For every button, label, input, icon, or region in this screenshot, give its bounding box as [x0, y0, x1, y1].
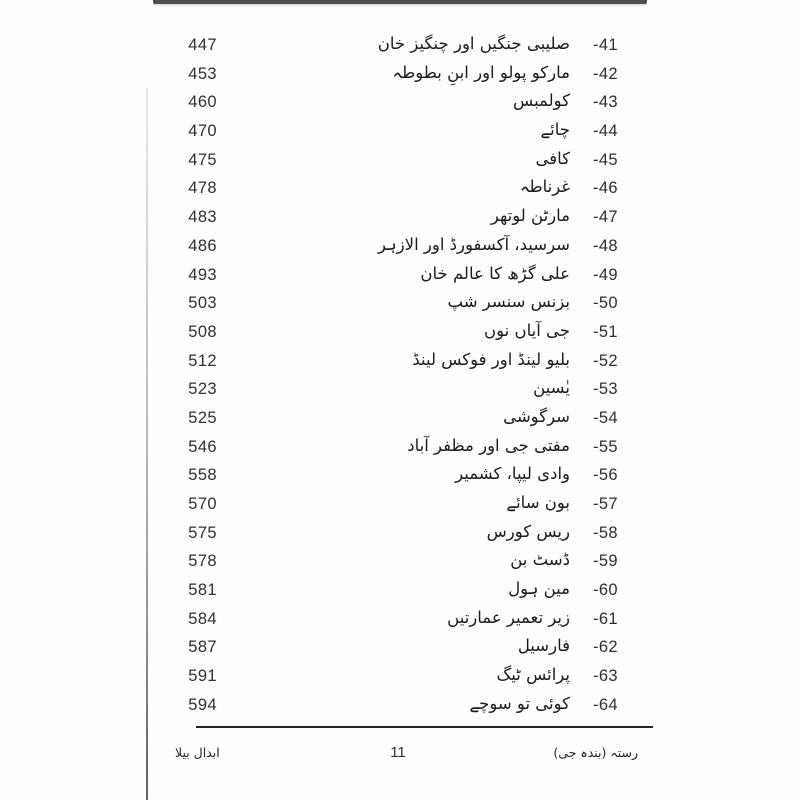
- toc-page-number: 570: [188, 495, 217, 513]
- toc-entry-serial: -43: [592, 93, 618, 112]
- toc-entry-row: [0, 349, 800, 378]
- toc-entry-row: [0, 90, 800, 119]
- footer-book-title: رستہ (بندہ جی): [553, 745, 638, 760]
- toc-entry-title: کافی: [535, 148, 570, 168]
- toc-entry-title: وادی لیپا، کشمیر: [455, 464, 570, 484]
- toc-page-number: 470: [188, 122, 217, 141]
- toc-entry-title: کوئی تو سوچے: [469, 693, 570, 713]
- toc-entry-title: بزنس سنسر شپ: [447, 292, 570, 312]
- toc-page-number: 483: [188, 208, 217, 227]
- toc-entry-row: [0, 435, 800, 464]
- toc-entry-serial: -47: [592, 208, 618, 227]
- toc-entry-serial: -44: [592, 122, 618, 141]
- toc-entry-serial: -48: [592, 236, 618, 255]
- toc-entry-title: چائے: [540, 120, 570, 140]
- toc-page-number: 575: [188, 523, 217, 542]
- toc-page-number: 460: [188, 93, 217, 112]
- toc-entry-row: [0, 176, 800, 205]
- toc-entry-title: غرناطہ: [519, 177, 570, 197]
- toc-entry-row: [0, 291, 800, 320]
- toc-page-number: 447: [188, 36, 217, 54]
- toc-entry-serial: -50: [592, 294, 618, 313]
- toc-entry-serial: -49: [592, 265, 618, 284]
- toc-entry-serial: -63: [592, 667, 618, 686]
- toc-entry-serial: -52: [592, 351, 618, 370]
- toc-entry-title: یٰسین: [533, 378, 570, 398]
- toc-entry-serial: -59: [592, 552, 618, 571]
- toc-entry-row: [0, 148, 800, 177]
- toc-page-number: 558: [188, 466, 217, 485]
- toc-entry-serial: -41: [592, 36, 618, 54]
- toc-entry-serial: -58: [592, 523, 618, 542]
- toc-page-number: 478: [188, 179, 217, 198]
- toc-entry-serial: -54: [592, 408, 618, 427]
- toc-entry-row: [0, 234, 800, 263]
- toc-entry-row: [0, 578, 800, 607]
- toc-entry-title: کولمبس: [513, 91, 570, 111]
- toc-entry-serial: -46: [592, 179, 618, 198]
- toc-entry-title: ریس کورس: [486, 521, 570, 541]
- toc-entry-serial: -55: [592, 437, 618, 456]
- toc-entry-row: [0, 119, 800, 148]
- toc-page-number: 584: [188, 609, 217, 628]
- toc-entry-row: [0, 521, 800, 550]
- toc-entry-title: سرگوشی: [503, 406, 570, 426]
- toc-entry-row: [0, 607, 800, 636]
- toc-entry-serial: -51: [592, 322, 618, 341]
- toc-entry-row: [0, 492, 800, 521]
- toc-entry-serial: -61: [592, 609, 618, 628]
- toc-entry-title: ڈسٹ بن: [510, 550, 570, 570]
- toc-page-number: 512: [188, 351, 217, 370]
- toc-page-number: 523: [188, 380, 217, 399]
- toc-entry-serial: -56: [592, 466, 618, 485]
- toc-entry-serial: -57: [592, 495, 618, 513]
- footer-author-name: ابدال بیلا: [175, 745, 220, 760]
- toc-page-number: 587: [188, 638, 217, 657]
- toc-entry-title: علی گڑھ کا عالم خان: [420, 263, 570, 283]
- page-top-edge-shadow: [153, 4, 647, 7]
- toc-entry-title: پرائس ٹیگ: [496, 665, 570, 685]
- toc-page-number: 578: [188, 552, 217, 571]
- toc-entry-row: [0, 635, 800, 664]
- toc-page-number: 546: [188, 437, 217, 456]
- toc-entry-row: [0, 463, 800, 492]
- toc-entry-title: صلیبی جنگیں اور چنگیز خان: [377, 34, 570, 53]
- footer-page-number: 11: [390, 744, 406, 761]
- toc-entry-title: بلیو لینڈ اور فوکس لینڈ: [412, 349, 570, 369]
- toc-page-number: 581: [188, 581, 217, 600]
- toc-entry-title: بون سائے: [506, 493, 570, 512]
- toc-entry-serial: -45: [592, 150, 618, 169]
- toc-page-number: 475: [188, 150, 217, 169]
- toc-entry-row: [0, 33, 800, 62]
- toc-entry-row: [0, 263, 800, 292]
- toc-page-number: 486: [188, 236, 217, 255]
- toc-page-number: 453: [188, 64, 217, 83]
- toc-page-number: 503: [188, 294, 217, 313]
- toc-entry-title: مین ہول: [508, 579, 570, 599]
- toc-entry-serial: -62: [592, 638, 618, 657]
- toc-entry-title: مارٹن لوتھر: [490, 206, 570, 226]
- toc-page-number: 591: [188, 667, 217, 686]
- toc-entry-title: جی آیاں نوں: [484, 320, 570, 340]
- toc-page-number: 508: [188, 322, 217, 341]
- toc-page-number: 594: [188, 695, 217, 714]
- toc-entry-row: [0, 377, 800, 406]
- toc-entry-serial: -64: [592, 695, 618, 714]
- toc-page-number: 525: [188, 408, 217, 427]
- toc-entry-row: [0, 549, 800, 578]
- footer-divider-rule: [196, 726, 653, 728]
- toc-entry-serial: -42: [592, 64, 618, 83]
- page-footer: [0, 742, 800, 768]
- toc-entry-serial: -53: [592, 380, 618, 399]
- toc-page-number: 493: [188, 265, 217, 284]
- toc-entry-title: زیر تعمیر عمارتیں: [447, 607, 570, 627]
- toc-entry-row: [0, 320, 800, 349]
- toc-entry-row: [0, 693, 800, 722]
- toc-entry-row: [0, 205, 800, 234]
- toc-entry-title: فارسیل: [517, 636, 570, 656]
- toc-entry-row: [0, 664, 800, 693]
- toc-entry-title: مارکو پولو اور ابنِ بطوطہ: [392, 62, 570, 82]
- toc-entry-serial: -60: [592, 581, 618, 600]
- toc-entry-row: [0, 62, 800, 91]
- toc-entry-title: مفتی جی اور مظفر آباد: [407, 435, 570, 455]
- toc-entry-row: [0, 406, 800, 435]
- toc-entry-title: سرسید، آکسفورڈ اور الازہر: [377, 234, 570, 254]
- toc-list: [0, 33, 800, 722]
